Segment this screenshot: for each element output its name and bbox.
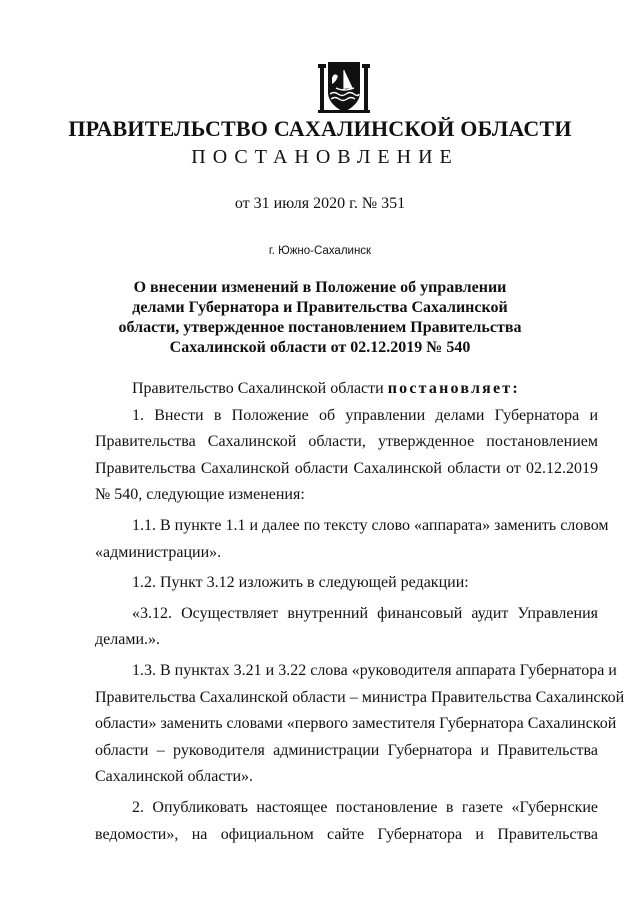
paragraph-line: области – руководителя администрации Губернатора и Правительства: [95, 741, 598, 759]
heading-line: О внесении изменений в Положение об управлении: [133, 279, 507, 296]
paragraph-2: [95, 795, 598, 848]
paragraph-1: [95, 403, 598, 509]
paragraph-line: 1. Внести в Положение об управлении делами Губернатора и: [132, 406, 598, 424]
paragraph-line: ведомости», на официальном сайте Губернатора и Правительства: [95, 825, 598, 843]
heading-line: делами Губернатора и Правительства Сахалинской: [132, 299, 508, 316]
paragraph-line: «3.12. Осуществляет внутренний финансовый аудит Управления: [132, 604, 598, 622]
paragraph-1-3: [95, 658, 625, 791]
document-city: г. Южно-Сахалинск: [268, 245, 372, 257]
document-type: ПОСТАНОВЛЕНИЕ: [191, 146, 459, 168]
intro-prefix: Правительство Сахалинской области: [132, 380, 388, 397]
document-heading: [0, 278, 640, 358]
paragraph-1-2: [95, 570, 598, 597]
paragraph-line: Правительства Сахалинской области Сахалинской области от 02.12.2019: [95, 459, 598, 477]
heading-line: Сахалинской области от 02.12.2019 № 540: [169, 339, 471, 356]
paragraph-line: Правительства Сахалинской области – министра Правительства Сахалинской: [95, 688, 625, 706]
heading-line: области, утвержденное постановлением Правительства: [118, 319, 522, 336]
paragraph-line: 1.1. В пункте 1.1 и далее по тексту слово «аппарата» заменить словом: [132, 516, 609, 534]
paragraph-line: «администрации».: [95, 543, 222, 561]
government-title: ПРАВИТЕЛЬСТВО САХАЛИНСКОЙ ОБЛАСТИ: [68, 116, 572, 141]
paragraph-line: области» заменить словами «первого заместителя Губернатора Сахалинской: [95, 715, 617, 733]
sakhalin-coat-of-arms-icon: [318, 58, 370, 114]
paragraph-line: Сахалинской области».: [95, 768, 254, 786]
paragraph-line: Правительства Сахалинской области, утвержденное постановлением: [95, 433, 598, 451]
paragraph-line: 1.2. Пункт 3.12 изложить в следующей редакции:: [132, 574, 469, 592]
intro-paragraph: [95, 376, 598, 403]
paragraph-line: № 540, следующие изменения:: [95, 486, 305, 504]
paragraph-1-1: [95, 513, 609, 566]
paragraph-line: 2. Опубликовать настоящее постановление в газете «Губернские: [132, 798, 598, 816]
paragraph-line: делами.».: [95, 631, 161, 649]
paragraph-line: 1.3. В пунктах 3.21 и 3.22 слова «руководителя аппарата Губернатора и: [132, 661, 617, 679]
document-body: [95, 376, 625, 848]
intro-decree-word: постановляет:: [387, 380, 520, 397]
paragraph-1-2-quote: [95, 601, 598, 654]
document-date-number: от 31 июля 2020 г. № 351: [234, 195, 406, 212]
